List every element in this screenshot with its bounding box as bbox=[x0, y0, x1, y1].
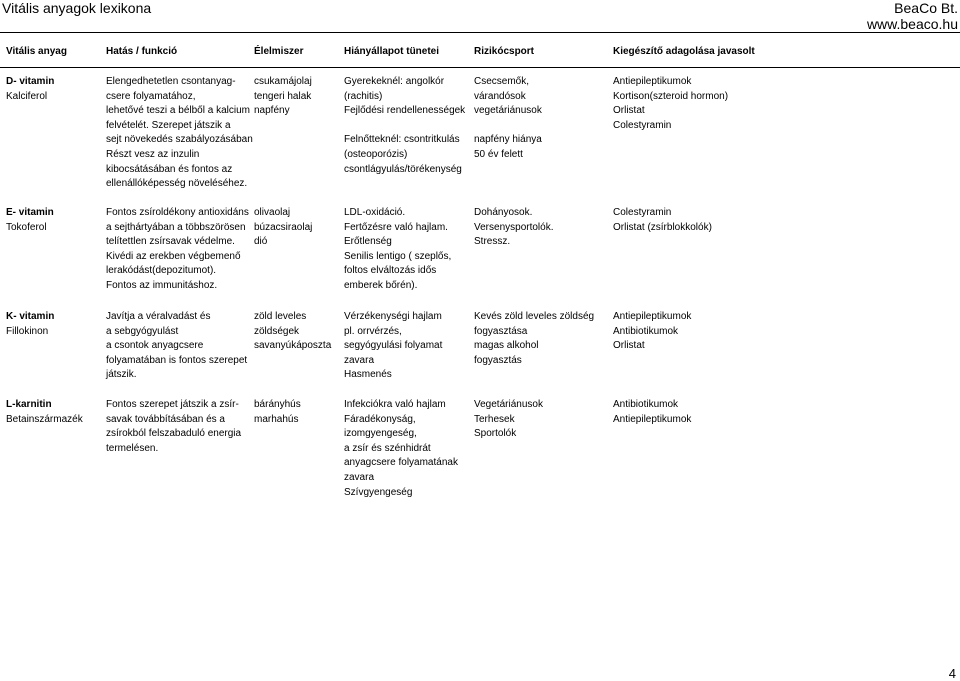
symptom-list-line: Erőtlenség bbox=[344, 236, 392, 248]
risk-group-list-line: Versenysportolók. bbox=[474, 221, 554, 233]
risk-group-list-line: Dohányosok. bbox=[474, 207, 533, 218]
function-text bbox=[106, 398, 241, 456]
page-number: 4 bbox=[948, 666, 956, 681]
risk-group-list bbox=[474, 75, 542, 163]
symptom-list-line: Szívgyengeség bbox=[344, 486, 413, 498]
supplement-list-line: Antiepileptikumok bbox=[613, 76, 692, 87]
symptom-list-line: zavara bbox=[344, 354, 375, 366]
risk-group-list-line: magas alkohol bbox=[474, 340, 539, 352]
symptom-list-line: a zsír és szénhidrát bbox=[344, 442, 431, 454]
symptom-list-line: segyógyulási folyamat bbox=[344, 340, 443, 352]
risk-group-list bbox=[474, 206, 554, 250]
symptom-list-line: Felnőtteknél: csontritkulás bbox=[344, 134, 460, 146]
function-text-line: Fontos az immunitáshoz. bbox=[106, 279, 218, 291]
supplement-list-line: Antibiotikumok bbox=[613, 399, 679, 410]
company-website: www.beaco.hu bbox=[866, 16, 958, 32]
symptom-list bbox=[344, 310, 442, 383]
food-list-line: dió bbox=[254, 236, 268, 248]
company-name: BeaCo Bt. bbox=[894, 0, 958, 16]
food-list bbox=[254, 310, 331, 354]
risk-group-list-line: Kevés zöld leveles zöldség bbox=[474, 311, 595, 322]
food-list bbox=[254, 75, 312, 119]
function-text-line: Javítja a véralvadást és bbox=[106, 311, 211, 322]
food-list-line: tengeri halak bbox=[254, 90, 312, 102]
supplement-list-line: Kortison(szteroid hormon) bbox=[613, 90, 729, 102]
vitamin-name-line: E- vitamin bbox=[6, 207, 54, 218]
food-list-line: savanyúkáposzta bbox=[254, 340, 332, 352]
column-header-function: Hatás / funkció bbox=[106, 46, 178, 57]
symptom-list-line: Fejlődési rendellenességek bbox=[344, 105, 466, 117]
column-header-risk: Rizikócsport bbox=[474, 46, 535, 57]
food-list-line: zöldségek bbox=[254, 325, 300, 337]
risk-group-list-line: Stressz. bbox=[474, 236, 511, 248]
supplement-list-line: Orlistat (zsírblokkolók) bbox=[613, 221, 712, 233]
risk-group-list-line: Vegetáriánusok bbox=[474, 399, 543, 410]
function-text-line: sejt növekedés szabályozásában bbox=[106, 134, 253, 146]
function-text-line: lerakódást(depozitumot). bbox=[106, 265, 217, 277]
symptom-list-line: Gyerekeknél: angolkór bbox=[344, 76, 445, 87]
risk-group-list bbox=[474, 310, 594, 368]
supplement-list bbox=[613, 206, 712, 235]
risk-group-list-line: 50 év felett bbox=[474, 148, 523, 160]
vitamin-name bbox=[6, 310, 54, 339]
symptom-list-line: emberek bőrén). bbox=[344, 279, 418, 291]
supplement-list bbox=[613, 398, 691, 427]
function-text-line: telítettlen zsírsavak védelme. bbox=[106, 236, 235, 248]
food-list-line: zöld leveles bbox=[254, 311, 307, 322]
food-list-line: csukamájolaj bbox=[254, 76, 312, 87]
risk-group-list-line: fogyasztása bbox=[474, 325, 528, 337]
food-list-line: búzacsiraolaj bbox=[254, 221, 313, 233]
supplement-list-line: Orlistat bbox=[613, 105, 645, 117]
risk-group-list-line: fogyasztás bbox=[474, 354, 522, 366]
function-text-line: kibocsátásában és fontos az bbox=[106, 163, 233, 175]
column-header-food: Élelmiszer bbox=[254, 46, 304, 57]
symptom-list bbox=[344, 398, 458, 500]
function-text-line: termelésen. bbox=[106, 442, 159, 454]
symptom-list-line: izomgyengeség, bbox=[344, 428, 417, 440]
supplement-list-line: Antibiotikumok bbox=[613, 325, 679, 337]
function-text-line: Fontos zsíroldékony antioxidáns bbox=[106, 207, 249, 218]
vitamin-name-line: L-karnitin bbox=[6, 399, 52, 410]
food-list bbox=[254, 398, 301, 427]
supplement-list-line: Antiepileptikumok bbox=[613, 311, 692, 322]
supplement-list-line: Orlistat bbox=[613, 340, 645, 352]
symptom-list-line bbox=[344, 119, 465, 134]
symptom-list bbox=[344, 206, 451, 294]
function-text bbox=[106, 310, 247, 383]
food-list-line: bárányhús bbox=[254, 399, 301, 410]
supplement-list-line: Colestyramin bbox=[613, 207, 672, 218]
risk-group-list-line: várandósok bbox=[474, 90, 526, 102]
supplement-list bbox=[613, 310, 691, 354]
symptom-list-line: anyagcsere folyamatának bbox=[344, 457, 458, 469]
function-text-line: Elengedhetetlen csontanyag- bbox=[106, 76, 236, 87]
vitamin-name-line: Kalciferol bbox=[6, 90, 48, 102]
column-header-symptoms: Hiányállapot tünetei bbox=[344, 46, 440, 57]
symptom-list-line: foltos elváltozás idős bbox=[344, 265, 437, 277]
function-text bbox=[106, 206, 249, 294]
function-text-line: csere folyamatához, bbox=[106, 90, 196, 102]
symptom-list-line: pl. orrvérzés, bbox=[344, 325, 402, 337]
symptom-list-line: Infekciókra való hajlam bbox=[344, 399, 446, 410]
symptom-list bbox=[344, 75, 465, 177]
vitamin-name-line: D- vitamin bbox=[6, 76, 55, 87]
symptom-list-line: Senilis lentigo ( szeplős, bbox=[344, 250, 452, 262]
column-header-vitamin: Vitális anyag bbox=[6, 46, 67, 57]
function-text-line: játszik. bbox=[106, 369, 137, 381]
risk-group-list-line: vegetáriánusok bbox=[474, 105, 542, 117]
vitamin-name-line: Tokoferol bbox=[6, 221, 47, 233]
symptom-list-line: csontlágyulás/törékenység bbox=[344, 163, 462, 175]
function-text-line: Fontos szerepet játszik a zsír- bbox=[106, 399, 239, 410]
supplement-list-line: Colestyramin bbox=[613, 119, 672, 131]
vitamin-name bbox=[6, 75, 54, 104]
vitamin-name-line: Betainszármazék bbox=[6, 413, 83, 425]
risk-group-list-line bbox=[474, 119, 542, 134]
document-title: Vitális anyagok lexikona bbox=[2, 0, 152, 16]
function-text-line: Részt vesz az inzulin bbox=[106, 148, 200, 160]
vitamin-name bbox=[6, 206, 54, 235]
risk-group-list-line: Sportolók bbox=[474, 428, 517, 440]
risk-group-list-line: Terhesek bbox=[474, 413, 515, 425]
symptom-list-line: zavara bbox=[344, 471, 375, 483]
function-text-line: Kivédi az erekben végbemenő bbox=[106, 250, 241, 262]
food-list-line: olivaolaj bbox=[254, 207, 291, 218]
function-text-line: zsírokból felszabaduló energia bbox=[106, 428, 242, 440]
header-company-block bbox=[867, 0, 958, 32]
risk-group-list-line: napfény hiánya bbox=[474, 134, 542, 146]
food-list bbox=[254, 206, 312, 250]
function-text-line: lehetővé teszi a bélből a kalcium bbox=[106, 105, 250, 117]
header-rule bbox=[0, 32, 960, 33]
function-text-line: folyamatában is fontos szerepet bbox=[106, 354, 248, 366]
function-text-line: savak továbbításában és a bbox=[106, 413, 225, 425]
vitamin-name bbox=[6, 398, 83, 427]
symptom-list-line: Hasmenés bbox=[344, 369, 392, 381]
symptom-list-line: Fertőzésre való hajlam. bbox=[344, 221, 448, 233]
function-text-line: a csontok anyagcsere bbox=[106, 340, 204, 352]
symptom-list-line: Vérzékenységi hajlam bbox=[344, 311, 442, 322]
food-list-line: napfény bbox=[254, 105, 290, 117]
supplement-list-line: Antiepileptikumok bbox=[613, 413, 692, 425]
risk-group-list-line: Csecsemők, bbox=[474, 76, 530, 87]
symptom-list-line: (osteoporózis) bbox=[344, 148, 408, 160]
symptom-list-line: (rachitis) bbox=[344, 90, 383, 102]
vitamin-name-line: K- vitamin bbox=[6, 311, 55, 322]
function-text-line: a sebgyógyulást bbox=[106, 325, 179, 337]
vitamin-name-line: Fillokinon bbox=[6, 325, 49, 337]
function-text-line: felvételét. Szerepet játszik a bbox=[106, 119, 231, 131]
supplement-list bbox=[613, 75, 728, 133]
function-text-line: ellenállóképesség növeléséhez. bbox=[106, 178, 248, 190]
column-header-rule bbox=[0, 67, 960, 68]
column-header-supplement: Kiegészítő adagolása javasolt bbox=[613, 46, 755, 57]
risk-group-list bbox=[474, 398, 543, 442]
food-list-line: marhahús bbox=[254, 413, 299, 425]
function-text bbox=[106, 75, 253, 192]
function-text-line: a sejthártyában a többszörösen bbox=[106, 221, 246, 233]
symptom-list-line: LDL-oxidáció. bbox=[344, 207, 406, 218]
symptom-list-line: Fáradékonyság, bbox=[344, 413, 416, 425]
